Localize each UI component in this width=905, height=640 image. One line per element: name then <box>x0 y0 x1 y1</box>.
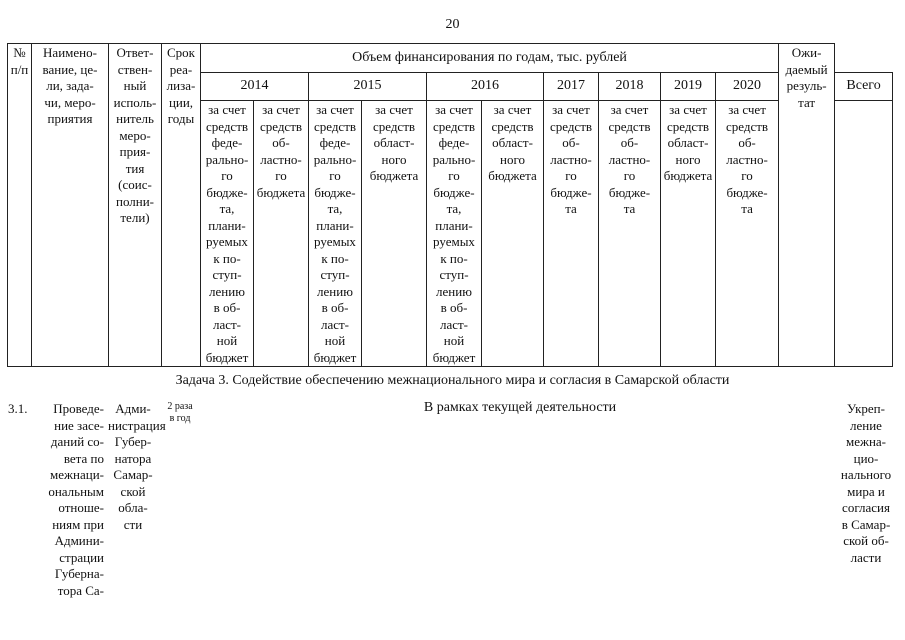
header-result: Ожи- даемый резуль- тат <box>779 44 835 367</box>
header-name: Наимено- вание, це- ли, зада- чи, меро- приятия <box>32 44 109 367</box>
sub-2016-regional: за счет средств област- ного бюджета <box>482 101 544 367</box>
sub-2019-regional: за счет средств област- ного бюджета <box>661 101 716 367</box>
sub-2014-federal: за счет средств феде- рально- го бюдже- та, плани- руемых к по- ступ- лению в об- ласт- ной бюджет <box>201 101 254 367</box>
year-2014: 2014 <box>201 73 309 101</box>
header-funding: Объем финансирования по годам, тыс. рублей <box>201 44 779 73</box>
year-2016: 2016 <box>427 73 544 101</box>
row-name: Проведе- ние засе- даний со- вета по межнаци- ональным отноше- ниям при Админи- страции Губерна- тора Са- <box>48 401 104 598</box>
year-2018: 2018 <box>599 73 661 101</box>
row-result: Укреп- ление межна- цио- нального мира и согласия в Самар- ской об- ласти <box>840 401 892 565</box>
row-number: 3.1. <box>8 401 28 416</box>
year-2019: 2019 <box>661 73 716 101</box>
sub-total-empty <box>835 101 893 367</box>
page-number: 20 <box>445 17 460 32</box>
header-number: № п/п <box>8 44 32 367</box>
sub-2015-federal: за счет средств феде- рально- го бюдже- та, плани- руемых к по- ступ- лению в об- ласт- ной бюджет <box>309 101 362 367</box>
sub-2014-regional: за счет средств об- ластно- го бюджета <box>254 101 309 367</box>
row-executor: Адми- нистрация Губер- натора Самар- ской обла- сти <box>108 401 166 532</box>
sub-2018-regional: за счет средств об- ластно- го бюдже- та <box>599 101 661 367</box>
sub-2020-regional: за счет средств об- ластно- го бюдже- та <box>716 101 779 367</box>
header-term: Срок реа- лиза- ции, годы <box>162 44 201 367</box>
sub-2017-regional: за счет средств об- ластно- го бюдже- та <box>544 101 599 367</box>
year-2017: 2017 <box>544 73 599 101</box>
year-2015: 2015 <box>309 73 427 101</box>
row-term: 2 раза в год <box>167 401 193 424</box>
header-executor: Ответ- ствен- ный исполь- нитель меро- прия- тия (соис- полни- тели) <box>109 44 162 367</box>
year-2020: 2020 <box>716 73 779 101</box>
financing-header-table <box>7 43 893 367</box>
sub-2016-federal: за счет средств феде- рально- го бюдже- та, плани- руемых к по- ступ- лению в об- ласт- ной бюджет <box>427 101 482 367</box>
year-total: Всего <box>835 73 893 101</box>
row-funding: В рамках текущей деятельности <box>423 400 617 415</box>
sub-2015-regional: за счет средств област- ного бюджета <box>362 101 427 367</box>
task-title: Задача 3. Содействие обеспечению межнационального мира и согласия в Самарской области <box>175 373 730 388</box>
